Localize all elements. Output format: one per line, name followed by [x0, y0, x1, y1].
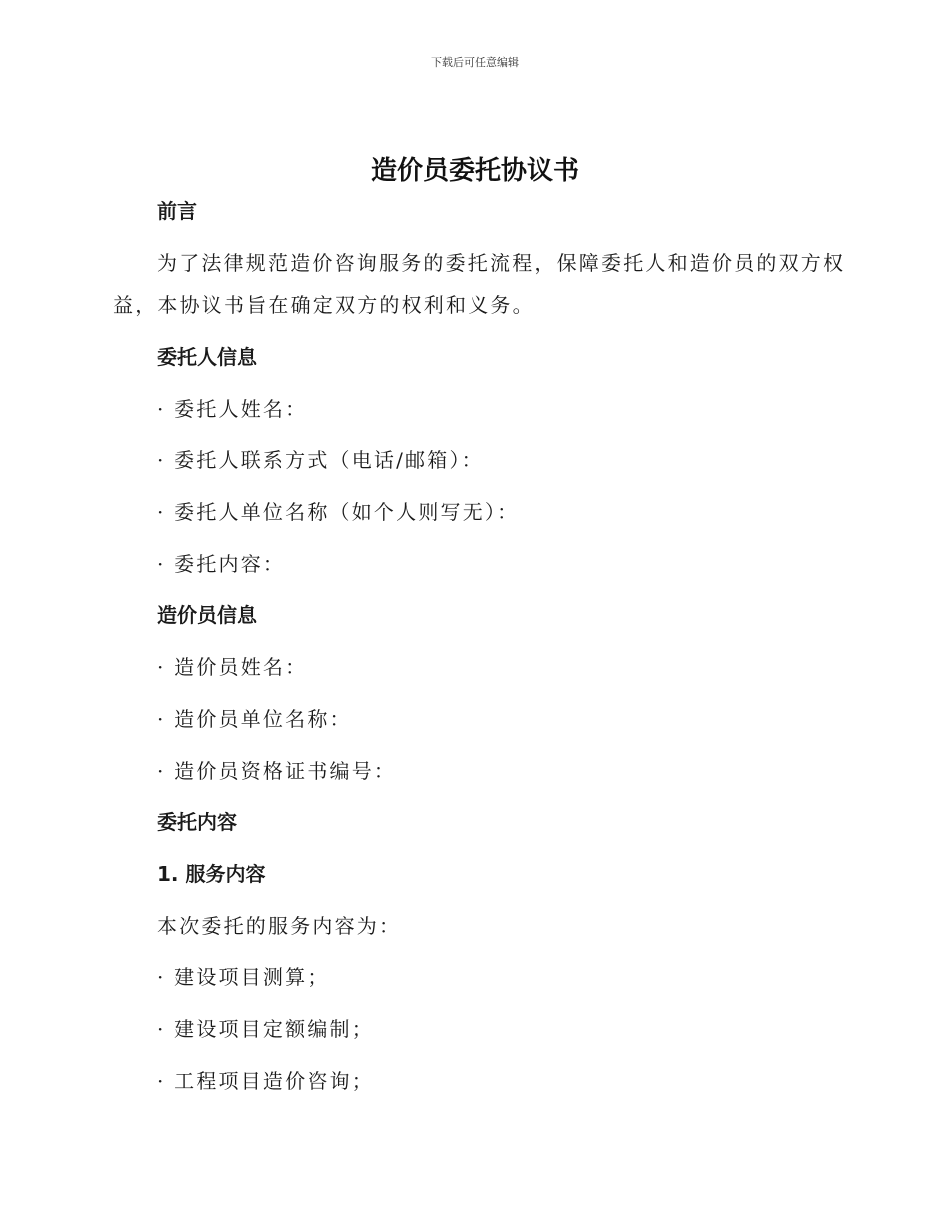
- service-item-estimate: · 建设项目测算；: [157, 965, 330, 989]
- preface-paragraph-line-1: 为了法律规范造价咨询服务的委托流程，保障委托人和造价员的双方权: [157, 251, 846, 275]
- estimator-name-item: · 造价员姓名：: [157, 655, 308, 679]
- service-item-quota: · 建设项目定额编制；: [157, 1017, 374, 1041]
- estimator-certificate-item: · 造价员资格证书编号：: [157, 759, 397, 783]
- client-contact-item: · 委托人联系方式（电话/邮箱）：: [157, 448, 484, 472]
- service-item-consulting: · 工程项目造价咨询；: [157, 1069, 374, 1093]
- document-title: 造价员委托协议书: [370, 156, 579, 186]
- service-content-heading: 1. 服务内容: [157, 862, 266, 886]
- page-header-note: 下载后可任意编辑: [431, 56, 519, 69]
- service-intro: 本次委托的服务内容为：: [157, 914, 402, 938]
- estimator-info-heading: 造价员信息: [157, 603, 257, 627]
- client-content-item: · 委托内容：: [157, 552, 286, 576]
- client-company-item: · 委托人单位名称（如个人则写无）：: [157, 500, 520, 524]
- client-name-item: · 委托人姓名：: [157, 397, 308, 421]
- estimator-company-item: · 造价员单位名称：: [157, 707, 352, 731]
- client-info-heading: 委托人信息: [157, 345, 257, 369]
- commission-content-heading: 委托内容: [157, 810, 237, 834]
- preface-paragraph-line-2: 益，本协议书旨在确定双方的权利和义务。: [113, 293, 535, 317]
- preface-heading: 前言: [157, 199, 197, 223]
